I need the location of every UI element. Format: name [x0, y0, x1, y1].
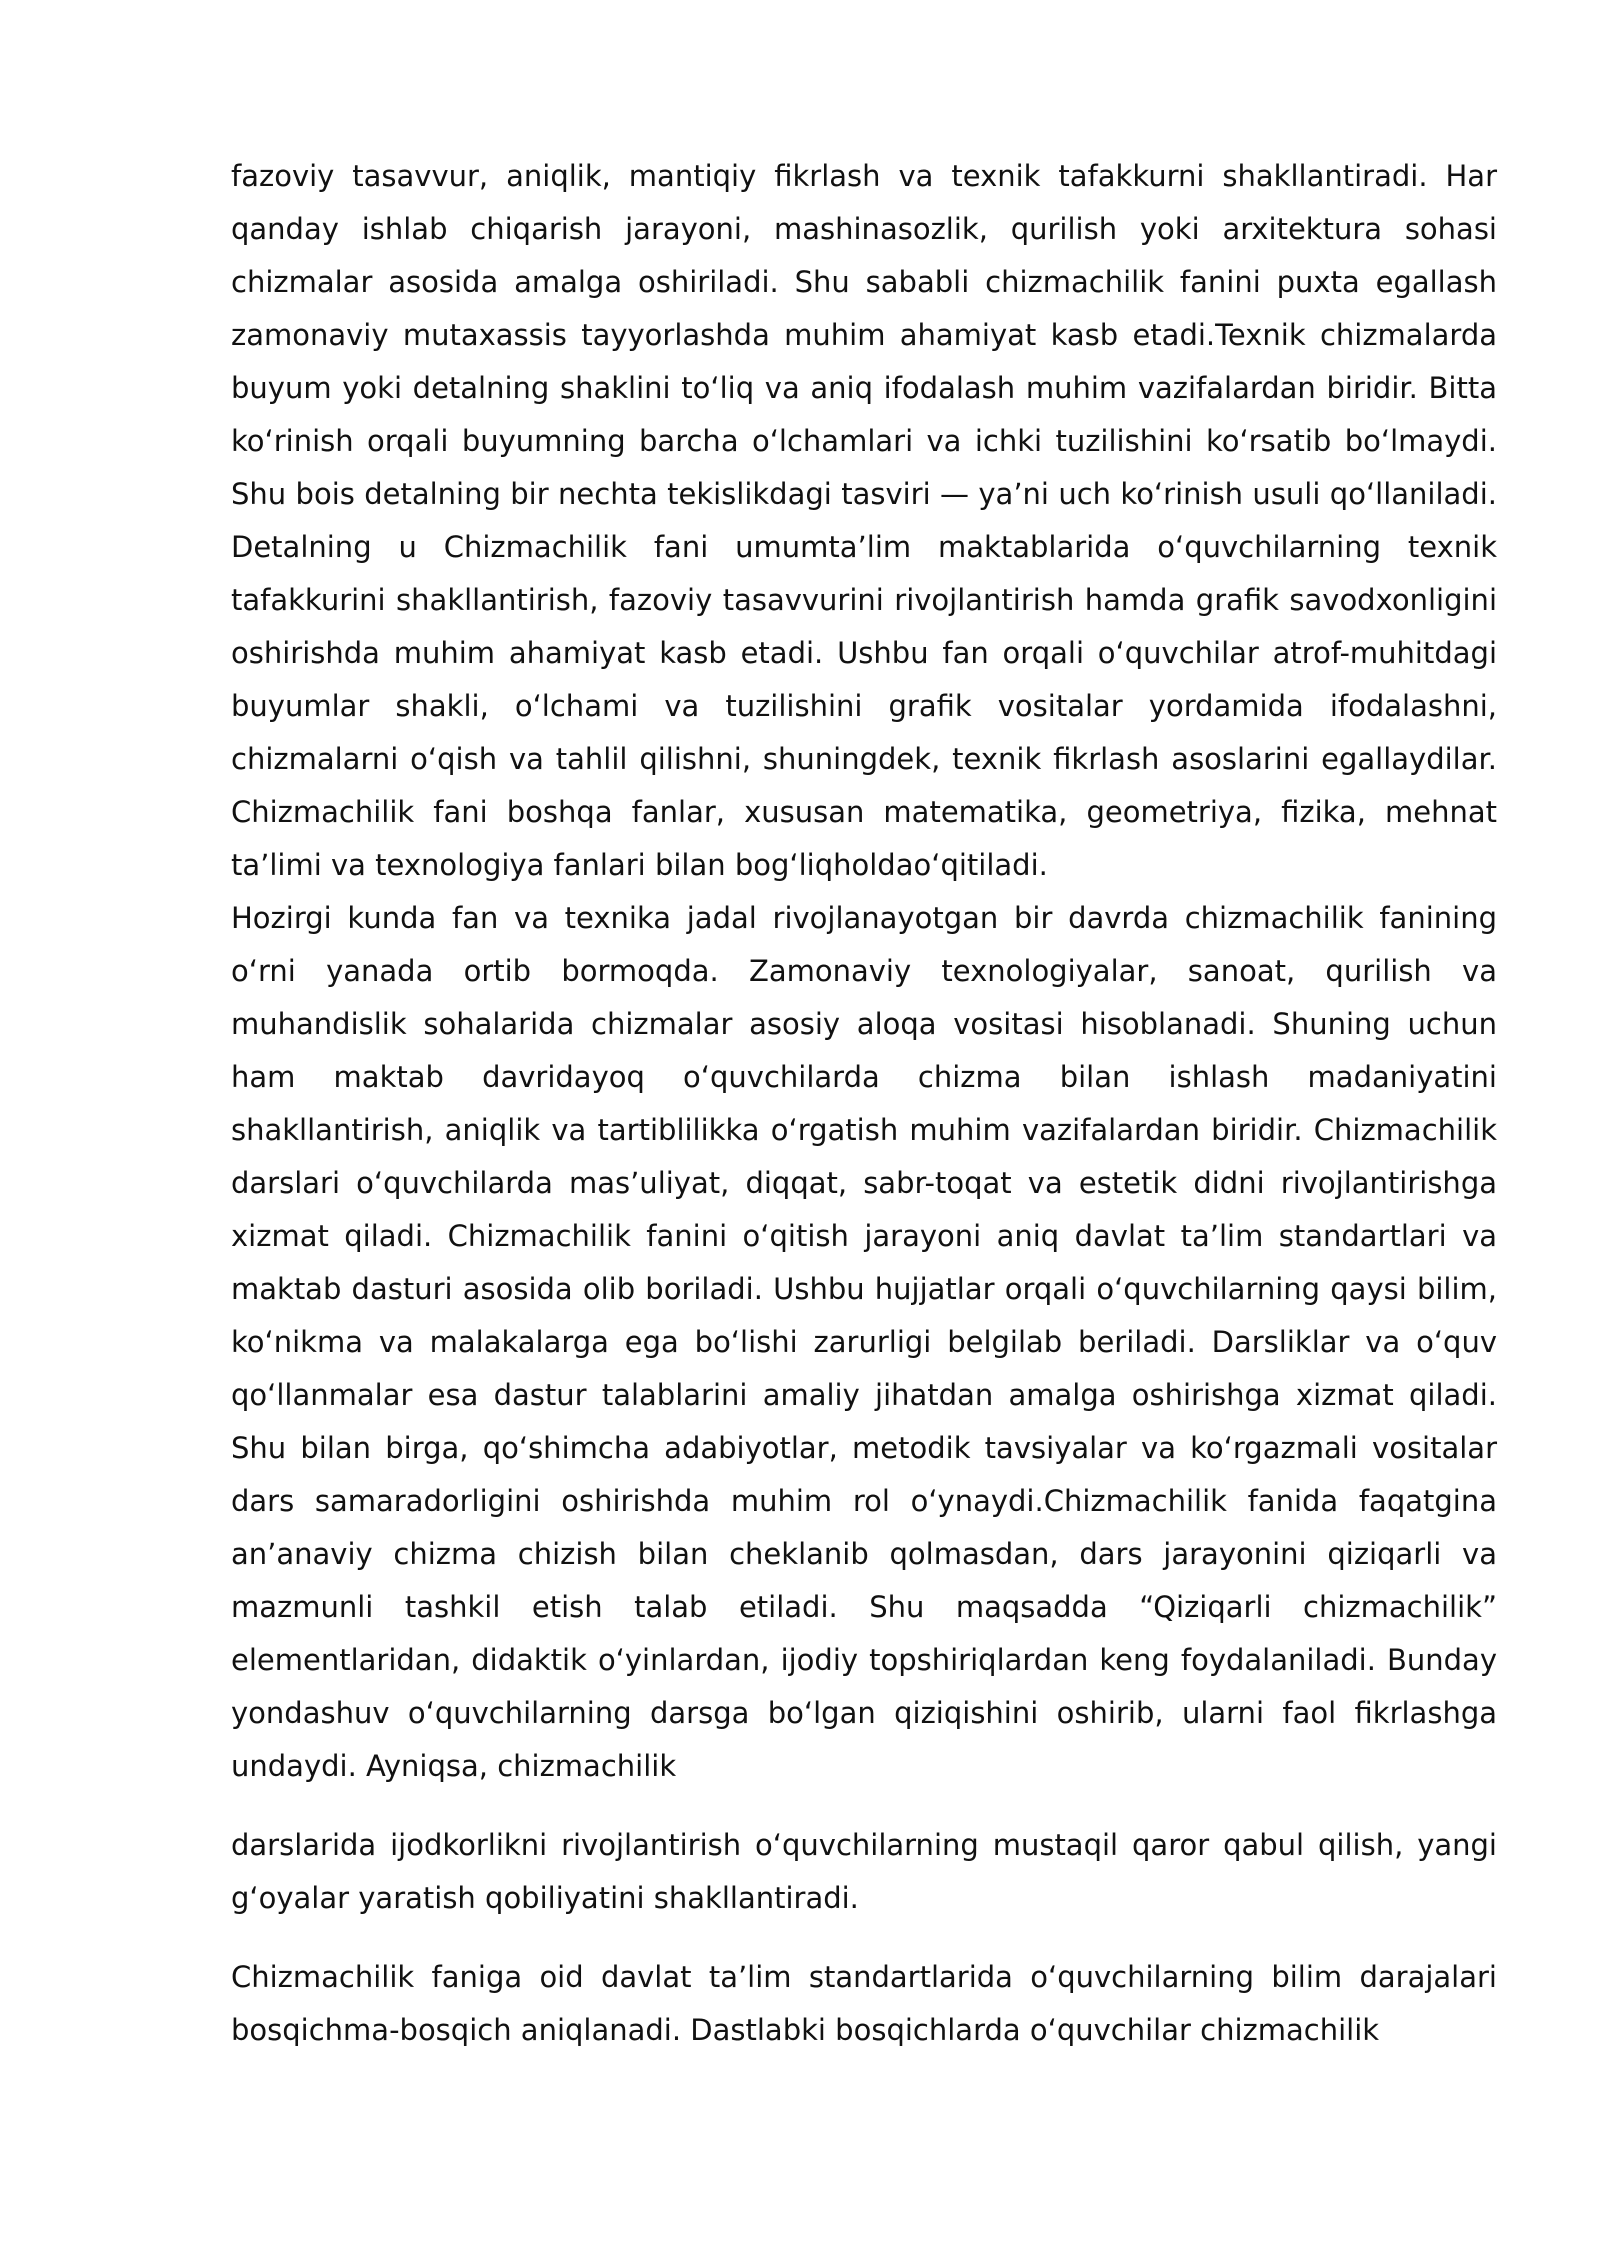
paragraph-4: Chizmachilik faniga oid davlat ta’lim standartlarida o‘quvchilarning bilim darajalari bosqichma-bosqich aniqlanadi. Dastlabki bosqichlarda o‘quvchilar chizmachilik: [231, 1960, 1497, 2047]
body-text: [231, 150, 1497, 2057]
paragraph-1: fazoviy tasavvur, aniqlik, mantiqiy fikrlash va texnik tafakkurni shakllantiradi. Har qanday ishlab chiqarish jarayoni, mashinasozlik, qurilish yoki arxitektura sohasi chizmalar asosida amalga oshiriladi. Shu sababli chizmachilik fanini puxta egallash zamonaviy mutaxassis tayyorlashda muhim ahamiyat kasb etadi.Texnik chizmalarda buyum yoki detalning shaklini to‘liq va aniq ifodalash muhim vazifalardan biridir. Bitta ko‘rinish orqali buyumning barcha o‘lchamlari va ichki tuzilishini ko‘rsatib bo‘lmaydi. Shu bois detalning bir nechta tekislikdagi tasviri — ya’ni uch ko‘rinish usuli qo‘llaniladi. Detalning u Chizmachilik fani umumta’lim maktablarida o‘quvchilarning texnik tafakkurini shakllantirish, fazoviy tasavvurini rivojlantirish hamda grafik savodxonligini oshirishda muhim ahamiyat kasb etadi. Ushbu fan orqali o‘quvchilar atrof-muhitdagi buyumlar shakli, o‘lchami va tuzilishini grafik vositalar yordamida ifodalashni, chizmalarni o‘qish va tahlil qilishni, shuningdek, texnik fikrlash asoslarini egallaydilar. Chizmachilik fani boshqa fanlar, xususan matematika, geometriya, fizika, mehnat ta’limi va texnologiya fanlari bilan bog‘liqholdao‘qitiladi.: [231, 159, 1497, 882]
paragraph-3: darslarida ijodkorlikni rivojlantirish o‘quvchilarning mustaqil qaror qabul qilish, yangi g‘oyalar yaratish qobiliyatini shakllantiradi.: [231, 1828, 1497, 1915]
paragraph-2: Hozirgi kunda fan va texnika jadal rivojlanayotgan bir davrda chizmachilik fanining o‘rni yanada ortib bormoqda. Zamonaviy texnologiyalar, sanoat, qurilish va muhandislik sohalarida chizmalar asosiy aloqa vositasi hisoblanadi. Shuning uchun ham maktab davridayoq o‘quvchilarda chizma bilan ishlash madaniyatini shakllantirish, aniqlik va tartiblilikka o‘rgatish muhim vazifalardan biridir. Chizmachilik darslari o‘quvchilarda mas’uliyat, diqqat, sabr-toqat va estetik didni rivojlantirishga xizmat qiladi. Chizmachilik fanini o‘qitish jarayoni aniq davlat ta’lim standartlari va maktab dasturi asosida olib boriladi. Ushbu hujjatlar orqali o‘quvchilarning qaysi bilim, ko‘nikma va malakalarga ega bo‘lishi zarurligi belgilab beriladi. Darsliklar va o‘quv qo‘llanmalar esa dastur talablarini amaliy jihatdan amalga oshirishga xizmat qiladi. Shu bilan birga, qo‘shimcha adabiyotlar, metodik tavsiyalar va ko‘rgazmali vositalar dars samaradorligini oshirishda muhim rol o‘ynaydi.Chizmachilik fanida faqatgina an’anaviy chizma chizish bilan cheklanib qolmasdan, dars jarayonini qiziqarli va mazmunli tashkil etish talab etiladi. Shu maqsadda “Qiziqarli chizmachilik” elementlaridan, didaktik o‘yinlardan, ijodiy topshiriqlardan keng foydalaniladi. Bunday yondashuv o‘quvchilarning darsga bo‘lgan qiziqishini oshirib, ularni faol fikrlashga undaydi. Ayniqsa, chizmachilik: [231, 901, 1497, 1783]
